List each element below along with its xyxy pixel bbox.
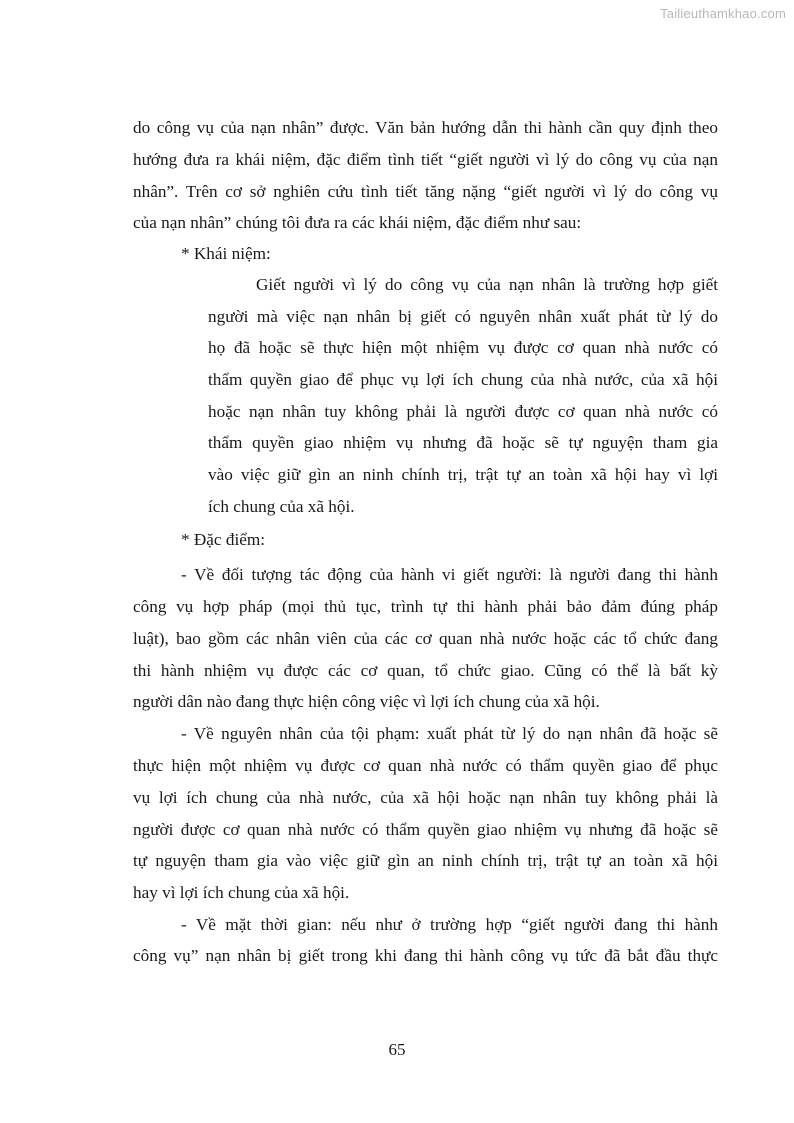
text-line: * Đặc điểm:: [181, 530, 265, 549]
text-line: vụ lợi ích chung của nhà nước, của xã hội hoặc nạn nhân tuy không phải là: [133, 788, 718, 807]
text-line: vào việc giữ gìn an ninh chính trị, trật tự an toàn xã hội hay vì lợi: [208, 465, 718, 484]
text-line: luật), bao gồm các nhân viên của các cơ quan nhà nước hoặc các tổ chức đang: [133, 629, 718, 648]
text-line: của nạn nhân” chúng tôi đưa ra các khái niệm, đặc điểm như sau:: [133, 213, 582, 232]
text-line: họ đã hoặc sẽ thực hiện một nhiệm vụ được cơ quan nhà nước có: [208, 338, 718, 357]
text-line: ích chung của xã hội.: [208, 497, 355, 516]
text-line: thẩm quyền giao để phục vụ lợi ích chung của nhà nước, của xã hội: [208, 370, 718, 389]
watermark: Tailieuthamkhao.com: [660, 6, 786, 21]
text-line: do công vụ của nạn nhân” được. Văn bản hướng dẫn thi hành cần quy định theo: [133, 118, 718, 137]
text-line: thực hiện một nhiệm vụ được cơ quan nhà nước có thẩm quyền giao để phục: [133, 756, 718, 775]
text-line: người dân nào đang thực hiện công việc vì lợi ích chung của xã hội.: [133, 692, 600, 711]
text-line: công vụ hợp pháp (mọi thủ tục, trình tự thi hành phải bảo đảm đúng pháp: [133, 597, 718, 616]
text-line: hay vì lợi ích chung của xã hội.: [133, 883, 350, 902]
text-line: * Khái niệm:: [181, 244, 271, 263]
text-line: hướng đưa ra khái niệm, đặc điểm tình tiết “giết người vì lý do công vụ của nạn: [133, 150, 718, 169]
text-line: - Về đối tượng tác động của hành vi giết người: là người đang thi hành: [181, 565, 718, 584]
text-line: Giết người vì lý do công vụ của nạn nhân là trường hợp giết: [256, 275, 718, 294]
text-line: công vụ” nạn nhân bị giết trong khi đang thi hành công vụ tức đã bắt đầu thực: [133, 946, 718, 965]
text-line: thi hành nhiệm vụ được các cơ quan, tổ chức giao. Cũng có thể là bất kỳ: [133, 661, 718, 680]
text-line: tự nguyện tham gia vào việc giữ gìn an ninh chính trị, trật tự an toàn xã hội: [133, 851, 718, 870]
text-line: - Về nguyên nhân của tội phạm: xuất phát từ lý do nạn nhân đã hoặc sẽ: [181, 724, 718, 743]
text-line: người được cơ quan nhà nước có thẩm quyền giao nhiệm vụ nhưng đã hoặc sẽ: [133, 820, 718, 839]
text-line: nhân”. Trên cơ sở nghiên cứu tình tiết tăng nặng “giết người vì lý do công vụ: [133, 182, 718, 201]
text-line: hoặc nạn nhân tuy không phải là người được cơ quan nhà nước có: [208, 402, 718, 421]
text-line: thẩm quyền giao nhiệm vụ nhưng đã hoặc sẽ tự nguyện tham gia: [208, 433, 718, 452]
page-number: 65: [388, 1040, 406, 1059]
text-line: - Về mặt thời gian: nếu như ở trường hợp “giết người đang thi hành: [181, 915, 718, 934]
text-line: người mà việc nạn nhân bị giết có nguyên nhân xuất phát từ lý do: [208, 307, 718, 326]
